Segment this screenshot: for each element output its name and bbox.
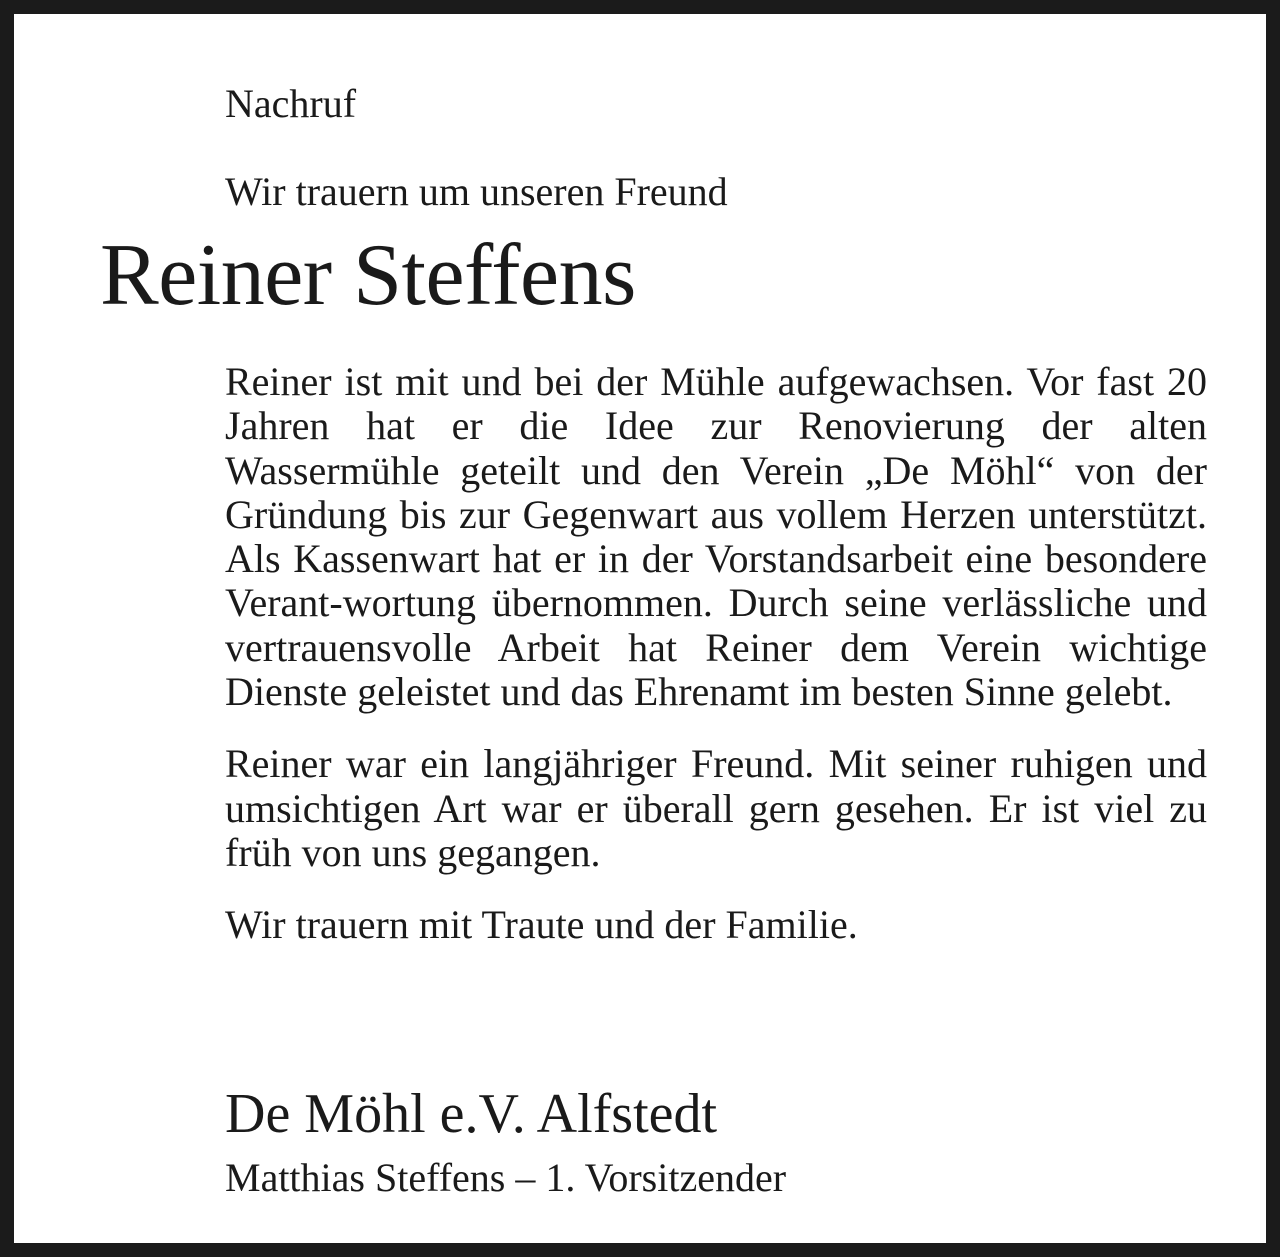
paragraph-condolence: Wir trauern mit Traute und der Familie.	[225, 902, 858, 948]
organization-name: De Möhl e.V. Alfstedt	[225, 1083, 718, 1145]
signatory-line: Matthias Steffens – 1. Vorsitzender	[225, 1155, 787, 1200]
paragraph-tribute: Reiner ist mit und bei der Mühle aufgewachsen. Vor fast 20 Jahren hat er die Idee zur Renovierung der alten Wassermühle geteilt und den Verein „De Möhl“ von der Gründung bis zur Gegenwart aus vollem Herzen unterstützt. Als Kassenwart hat er in der Vorstandsarbeit eine besondere Verant-wortung übernommen. Durch seine verlässliche und vertrauensvolle Arbeit hat Reiner dem Verein wichtige Dienste geleistet und das Ehrenamt im besten Sinne gelebt.	[225, 359, 1207, 715]
notice-heading: Nachruf	[225, 81, 357, 126]
notice-body	[225, 360, 1207, 948]
deceased-name: Reiner Steffens	[100, 227, 636, 324]
notice-intro: Wir trauern um unseren Freund	[225, 169, 728, 214]
paragraph-friend: Reiner war ein langjähriger Freund. Mit seiner ruhigen und umsichtigen Art war er überall gern gesehen. Er ist viel zu früh von uns gegangen.	[225, 741, 1207, 875]
